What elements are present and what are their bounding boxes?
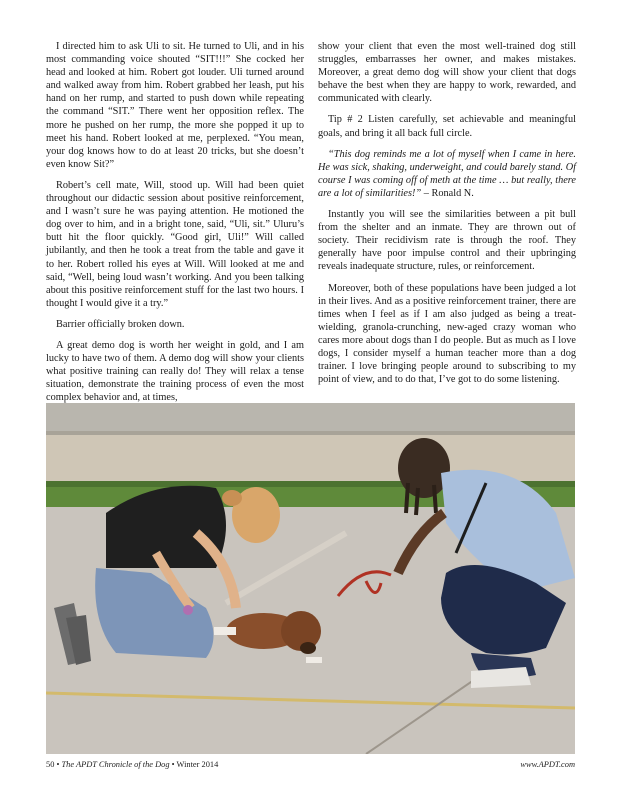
paragraph: Robert’s cell mate, Will, stood up. Will had been quiet throughout our didactic session about positive reinforcement, and I wasn’t sure he was paying attention. He motioned the dog over to him, and in a bright tone, said, “Uli, sit.” Uluru’s butt hit the floor quickly. “Good girl, Uli!” Will called jubilantly, and then he took a treat from the table and gave it to her. Robert rolled his eyes at Will. Will looked at me and said, “Well, being loud wasn’t working. And you been talking about this positive reinforcement stuff for the last two hours. I thought I would give it a try.” — [46, 179, 304, 309]
paragraph: Moreover, both of these populations have been judged a lot in their lives. And as a positive reinforcement trainer, there are times when I feel as if I am also judged as being a treat-wielding, granola-crunching, new-aged crazy woman who cares more about dogs than I do people. But as much as I love dogs, I consider myself a human teacher more than a dog trainer. I love bringing people around to subscribing to my point of view, and to do that, I’ve got to do some listening. — [318, 282, 576, 386]
website-link[interactable]: www.APDT.com — [520, 760, 575, 769]
paragraph: I directed him to ask Uli to sit. He turned to Uli, and in his most commanding voice shouted “SIT!!!” She cocked her head and looked at him. Robert got louder. Uli turned around and walked away from him. Robert grabbed her leash, put his hand on her rump, and started to push down while repeating the command “SIT.” There went her opposition reflex. The more he pushed on her rump, the more she popped it up to meet his hand. Robert looked at me, perplexed. “You mean, your dog knows how to do at least 20 tricks, but she doesn’t even know Sit?” — [46, 41, 304, 170]
footer-bullet: • — [56, 760, 60, 769]
paragraph: show your client that even the most well-trained dog still struggles, embarrasses her owner, and makes mistakes. Moreover, a great demo dog will show your client that dogs behave the best when they are happy to work, rewarded, and communicated with clearly. — [318, 41, 576, 105]
quote-attribution: – Ronald N. — [423, 187, 474, 199]
tip-heading: Tip # 2 Listen carefully, set achievable and meaningful goals, and bring it all back full circle. — [318, 114, 576, 139]
publication-title: The APDT Chronicle of the Dog — [61, 760, 170, 769]
article-column-right — [318, 40, 576, 394]
page-number: 50 — [46, 760, 55, 769]
article-photo — [46, 403, 575, 754]
photo-illustration — [46, 403, 575, 754]
paragraph: Barrier officially broken down. — [56, 318, 185, 330]
quote-text: “This dog reminds me a lot of myself when I came in here. He was sick, shaking, underweight, and could barely stand. Of course I was coming off of meth at the time … but really, there are a lot of similarities!” — [318, 148, 576, 199]
paragraph: Instantly you will see the similarities between a pit bull from the shelter and an inmate. They are thrown out of society. Their recidivism rate is through the roof. They generally have poor impulse control and their upbringing reveals inadequate structure, rules, or reinforcement. — [318, 209, 576, 273]
paragraph: A great demo dog is worth her weight in gold, and I am lucky to have two of them. A demo dog will show your clients what positive training can really do! They will relax a tense situation, demonstrate the training process of even the most complex behavior and, at times, — [46, 339, 304, 404]
page-footer — [46, 760, 575, 774]
footer-publication-line — [46, 760, 218, 769]
pull-quote — [318, 148, 576, 200]
footer-bullet: • — [171, 760, 175, 769]
article-column-left — [46, 40, 304, 412]
issue-date: Winter 2014 — [176, 760, 219, 769]
